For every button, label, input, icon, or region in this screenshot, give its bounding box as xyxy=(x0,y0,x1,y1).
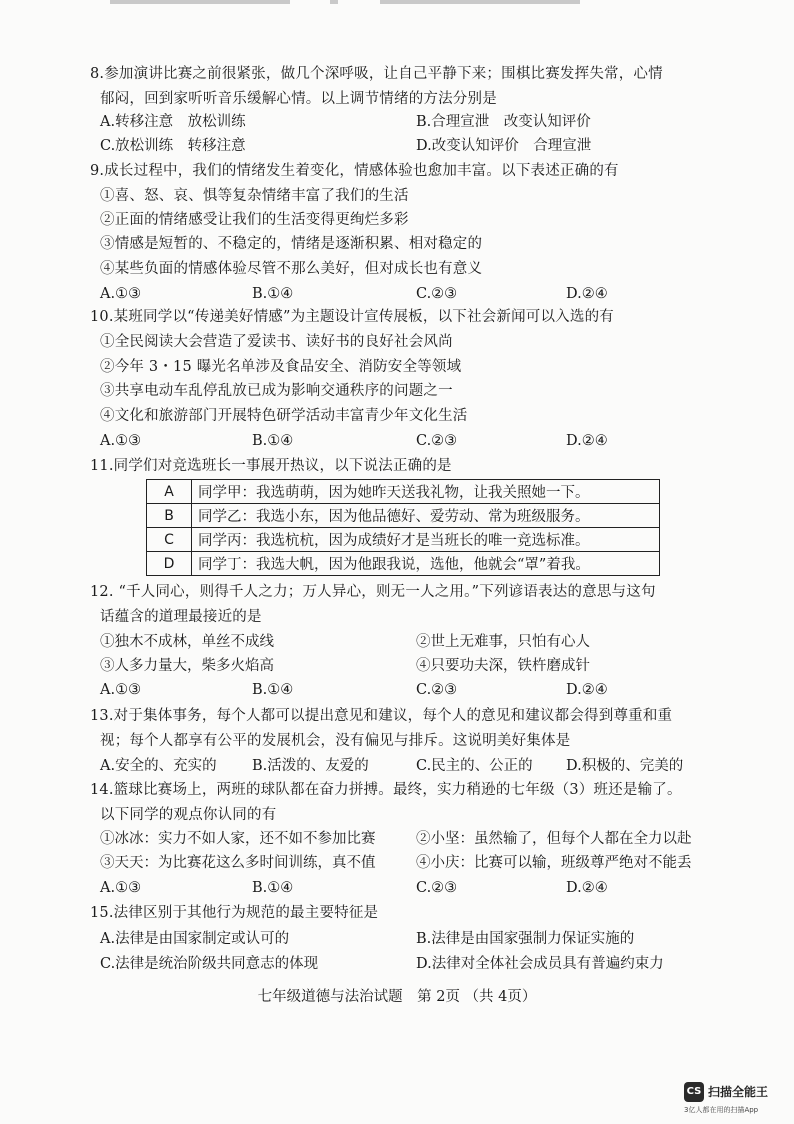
q12-stem: 12. “千人同心，则得千人之力；万人异心，则无一人之用。”下列谚语表达的意思与这句 xyxy=(90,584,656,600)
q14-stem-cont: 以下同学的观点你认同的有 xyxy=(100,807,277,823)
q11-text-b: 同学乙：我选小东，因为他品德好、爱劳动、常为班级服务。 xyxy=(192,504,660,528)
q14-statement-1: ①冰冰：实力不如人家，还不如不参加比赛 xyxy=(100,831,376,847)
q15-option-b: B.法律是由国家强制力保证实施的 xyxy=(416,931,635,947)
q9-stem: 9.成长过程中，我们的情绪发生着变化，情感体验也愈加丰富。以下表述正确的有 xyxy=(90,163,619,179)
q14-statement-4: ④小庆：比赛可以输，班级尊严绝对不能丢 xyxy=(416,855,692,871)
table-row xyxy=(147,528,660,552)
q8-option-a: A.转移注意 放松训练 xyxy=(100,114,246,130)
q9-option-b: B.①④ xyxy=(252,286,294,302)
q8-option-c: C.放松训练 转移注意 xyxy=(100,138,246,154)
q11-key-c: C xyxy=(147,528,192,552)
q15-option-d: D.法律对全体社会成员具有普遍约束力 xyxy=(416,956,664,972)
q10-option-a: A.①③ xyxy=(100,433,142,449)
q15-option-c: C.法律是统治阶级共同意志的体现 xyxy=(100,956,319,972)
q10-statement-1: ①全民阅读大会营造了爱读书、读好书的良好社会风尚 xyxy=(100,334,453,350)
q13-option-b: B.活泼的、友爱的 xyxy=(252,758,369,774)
q12-option-c: C.②③ xyxy=(416,682,458,698)
q12-stem-cont: 话蕴含的道理最接近的是 xyxy=(100,609,262,625)
q10-option-b: B.①④ xyxy=(252,433,294,449)
q9-statement-2: ②正面的情绪感受让我们的生活变得更绚烂多彩 xyxy=(100,212,409,228)
q11-option-table xyxy=(146,479,660,576)
q11-key-a: A xyxy=(147,480,192,504)
q12-statement-3: ③人多力量大，柴多火焰高 xyxy=(100,658,274,674)
q11-key-b: B xyxy=(147,504,192,528)
q14-stem: 14.篮球比赛场上，两班的球队都在奋力拼搏。最终，实力稍逊的七年级（3）班还是输了。 xyxy=(90,782,682,798)
q12-statement-4: ④只要功夫深，铁杵磨成针 xyxy=(416,658,590,674)
q15-stem: 15.法律区别于其他行为规范的最主要特征是 xyxy=(90,905,379,921)
q8-option-b: B.合理宣泄 改变认知评价 xyxy=(416,114,591,130)
q12-option-b: B.①④ xyxy=(252,682,294,698)
watermark-brand: 扫描全能王 xyxy=(708,1085,769,1099)
q11-key-d: D xyxy=(147,552,192,576)
q10-statement-2: ②今年 3・15 曝光名单涉及食品安全、消防安全等领域 xyxy=(100,359,462,375)
q14-option-c: C.②③ xyxy=(416,880,458,896)
q9-statement-1: ①喜、怒、哀、惧等复杂情绪丰富了我们的生活 xyxy=(100,188,409,204)
table-row xyxy=(147,480,660,504)
q14-option-b: B.①④ xyxy=(252,880,294,896)
q13-option-a: A.安全的、充实的 xyxy=(100,758,217,774)
q8-stem-cont: 郁闷，回到家听听音乐缓解心情。以上调节情绪的方法分别是 xyxy=(100,91,497,107)
q12-option-a: A.①③ xyxy=(100,682,142,698)
q15-option-a: A.法律是由国家制定或认可的 xyxy=(100,931,290,947)
watermark-tagline: 3亿人都在用的扫描App xyxy=(684,1106,759,1114)
q13-stem-cont: 视；每个人都享有公平的发展机会，没有偏见与排斥。这说明美好集体是 xyxy=(100,733,571,749)
scan-top-edge xyxy=(0,0,794,14)
q13-option-d: D.积极的、完美的 xyxy=(566,758,684,774)
q8-option-d: D.改变认知评价 合理宣泄 xyxy=(416,138,592,154)
table-row xyxy=(147,504,660,528)
q9-statement-4: ④某些负面的情感体验尽管不那么美好，但对成长也有意义 xyxy=(100,261,483,277)
q8-stem: 8.参加演讲比赛之前很紧张，做几个深呼吸，让自己平静下来；围棋比赛发挥失常，心情 xyxy=(90,66,663,82)
q9-statement-3: ③情感是短暂的、不稳定的，情绪是逐渐积累、相对稳定的 xyxy=(100,236,483,252)
q11-stem: 11.同学们对竞选班长一事展开热议，以下说法正确的是 xyxy=(90,458,452,474)
q9-option-d: D.②④ xyxy=(566,286,608,302)
q14-option-d: D.②④ xyxy=(566,880,608,896)
q10-statement-3: ③共享电动车乱停乱放已成为影响交通秩序的问题之一 xyxy=(100,383,453,399)
q14-option-a: A.①③ xyxy=(100,880,142,896)
q12-statement-2: ②世上无难事，只怕有心人 xyxy=(416,634,590,650)
q14-statement-2: ②小坚：虽然输了，但每个人都在全力以赴 xyxy=(416,831,692,847)
q11-text-a: 同学甲：我选萌萌，因为她昨天送我礼物，让我关照她一下。 xyxy=(192,480,660,504)
q12-statement-1: ①独木不成林，单丝不成线 xyxy=(100,634,274,650)
q10-option-d: D.②④ xyxy=(566,433,608,449)
q11-text-c: 同学丙：我选杭杭，因为成绩好才是当班长的唯一竞选标准。 xyxy=(192,528,660,552)
q9-option-c: C.②③ xyxy=(416,286,458,302)
page-footer: 七年级道德与法治试题 第 2页 （共 4页） xyxy=(257,989,537,1005)
q12-option-d: D.②④ xyxy=(566,682,608,698)
q13-stem: 13.对于集体事务，每个人都可以提出意见和建议，每个人的意见和建议都会得到尊重和重 xyxy=(90,708,673,724)
q13-option-c: C.民主的、公正的 xyxy=(416,758,533,774)
q14-statement-3: ③天天：为比赛花这么多时间训练，真不值 xyxy=(100,855,376,871)
q11-text-d: 同学丁：我选大帆，因为他跟我说，选他，他就会“罩”着我。 xyxy=(192,552,660,576)
q10-stem: 10.某班同学以“传递美好情感”为主题设计宣传展板，以下社会新闻可以入选的有 xyxy=(90,309,614,325)
q10-option-c: C.②③ xyxy=(416,433,458,449)
q9-option-a: A.①③ xyxy=(100,286,142,302)
table-row xyxy=(147,552,660,576)
q10-statement-4: ④文化和旅游部门开展特色研学活动丰富青少年文化生活 xyxy=(100,408,468,424)
camscanner-logo-icon: CS xyxy=(684,1082,704,1102)
